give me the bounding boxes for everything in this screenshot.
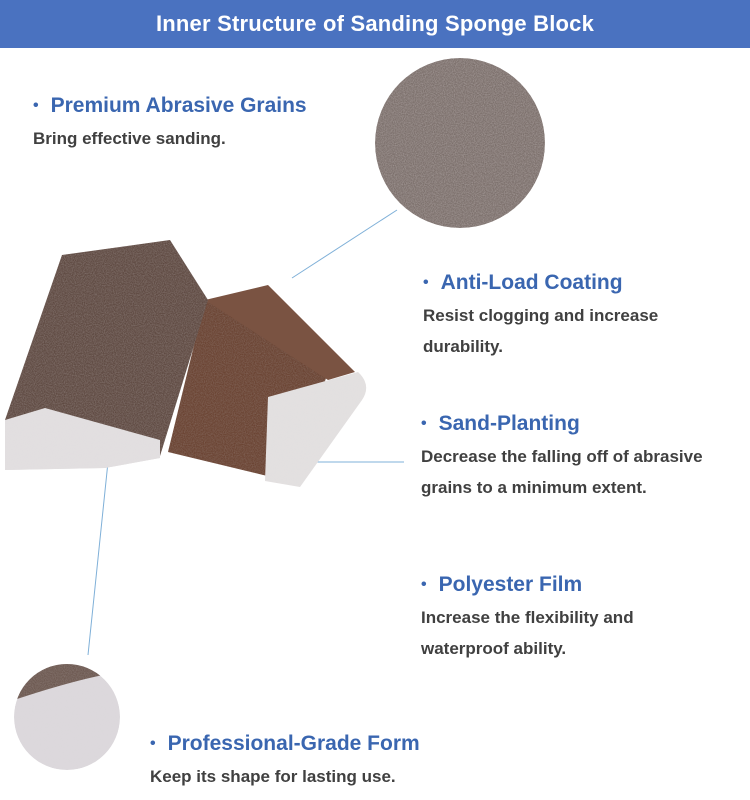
feature-sand-planting (421, 411, 721, 503)
feature-title: Premium Abrasive Grains (50, 94, 307, 117)
feature-title: Anti-Load Coating (440, 271, 623, 294)
foam-form-closeup (14, 664, 120, 770)
page-title: Inner Structure of Sanding Sponge Block (0, 0, 750, 48)
feature-polyester-film (421, 572, 721, 664)
feature-title: Sand-Planting (438, 412, 580, 435)
bullet-icon: • (33, 97, 39, 114)
feature-professional-grade-form (150, 731, 570, 792)
feature-description: Increase the flexibility and waterproof ability. (421, 608, 634, 658)
feature-title: Professional-Grade Form (167, 732, 420, 755)
bullet-icon: • (150, 735, 156, 752)
bullet-icon: • (421, 415, 427, 432)
feature-description: Bring effective sanding. (33, 129, 226, 148)
bullet-icon: • (421, 576, 427, 593)
feature-description: Resist clogging and increase durability. (423, 306, 659, 356)
feature-premium-abrasive-grains (33, 93, 353, 154)
feature-description: Decrease the falling off of abrasive grains to a minimum extent. (421, 447, 703, 497)
bullet-icon: • (423, 274, 429, 291)
feature-description: Keep its shape for lasting use. (150, 767, 396, 786)
feature-anti-load-coating (423, 270, 723, 362)
connector-line (88, 462, 108, 655)
abrasive-grain-closeup (375, 58, 545, 228)
feature-title: Polyester Film (438, 573, 583, 596)
connector-line (292, 210, 397, 278)
